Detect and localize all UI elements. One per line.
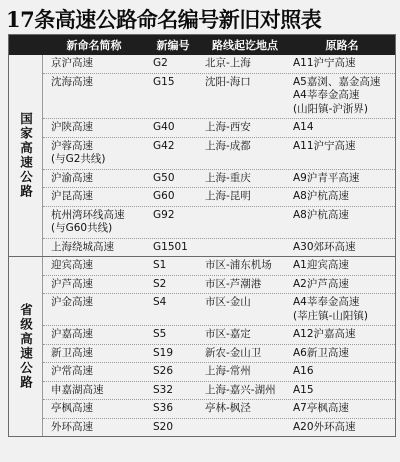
road-new-name: 迎宾高速 [51, 259, 93, 271]
road-old-name: A6新卫高速 [293, 346, 349, 359]
road-code: G2 [153, 57, 168, 69]
group-rows [43, 55, 395, 256]
table-row [43, 239, 395, 257]
table-row [43, 74, 395, 120]
road-old-name: A12沪嘉高速 [293, 328, 356, 340]
table-row [43, 363, 395, 382]
table-row [43, 326, 395, 345]
header-cell: 路线起讫地点 [212, 39, 278, 52]
road-old-name: A30郊环高速 [293, 240, 356, 253]
group-rows [43, 257, 395, 436]
group-label-text: 省级高速公路 [18, 303, 34, 390]
road-new-name: 沪蓉高速 (与G2共线) [51, 139, 106, 165]
header-cell [9, 35, 43, 55]
road-group [9, 55, 395, 257]
road-old-name: A20外环高速 [293, 420, 356, 433]
comparison-table [8, 34, 396, 437]
road-new-name: 沪昆高速 [51, 190, 93, 202]
road-new-name: 杭州湾环线高速 (与G60共线) [51, 208, 125, 234]
road-route: 上海-嘉兴-湖州 [205, 383, 276, 396]
header-cell: 新命名简称 [66, 39, 122, 52]
road-code: S5 [153, 328, 167, 340]
road-route: 上海-西安 [205, 121, 251, 133]
road-code: G92 [153, 208, 175, 221]
table-row [43, 138, 395, 170]
road-old-name: A11沪宁高速 [293, 139, 356, 152]
table-row [43, 382, 395, 401]
header-cell: 新编号 [156, 39, 190, 52]
road-old-name: A7亭枫高速 [293, 402, 349, 414]
road-new-name: 京沪高速 [51, 57, 93, 69]
road-code: S1 [153, 259, 167, 271]
road-route: 北京-上海 [205, 57, 251, 69]
table-header [9, 35, 395, 55]
table-row [43, 294, 395, 326]
road-new-name: 沪陕高速 [51, 121, 93, 133]
road-code: G40 [153, 121, 175, 133]
road-old-name: A8沪杭高速 [293, 190, 349, 202]
road-new-name: 申嘉湖高速 [51, 383, 104, 396]
road-route: 上海-成都 [205, 139, 251, 152]
road-old-name: A8沪杭高速 [293, 208, 349, 221]
road-route: 上海-重庆 [205, 171, 251, 184]
road-old-name: A2沪芦高速 [293, 277, 349, 290]
road-code: S4 [153, 296, 167, 308]
road-route: 亭林-枫泾 [205, 402, 251, 414]
page-title: 17条高速公路命名编号新旧对照表 [6, 7, 322, 32]
road-route: 上海-常州 [205, 365, 251, 377]
road-old-name: A1迎宾高速 [293, 259, 349, 271]
road-old-name: A9沪青平高速 [293, 171, 360, 184]
table-row [43, 119, 395, 138]
table-row [43, 257, 395, 276]
road-code: S32 [153, 383, 174, 396]
road-route: 沈阳-海口 [205, 75, 251, 88]
road-new-name: 沪渝高速 [51, 171, 93, 184]
road-old-name: A15 [293, 383, 314, 396]
road-code: S19 [153, 346, 174, 359]
road-new-name: 沈海高速 [51, 75, 93, 88]
road-route: 上海-昆明 [205, 190, 251, 202]
road-old-name: A14 [293, 121, 314, 133]
group-label [9, 55, 43, 256]
group-label-text: 国家高速公路 [18, 112, 34, 199]
header-cell: 原路名 [325, 39, 359, 52]
road-route: 市区-嘉定 [205, 328, 251, 340]
road-new-name: 沪芦高速 [51, 277, 93, 290]
road-code: S20 [153, 420, 174, 433]
road-route [201, 239, 289, 257]
road-code: S26 [153, 365, 174, 377]
road-code: G42 [153, 139, 175, 152]
table-row [43, 276, 395, 295]
road-new-name: 亭枫高速 [51, 402, 93, 414]
table-row [43, 188, 395, 207]
road-code: S36 [153, 402, 174, 414]
road-group [9, 257, 395, 436]
road-code: G60 [153, 190, 175, 202]
table-row [43, 419, 395, 437]
road-new-name: 新卫高速 [51, 346, 93, 359]
road-route: 市区-金山 [205, 296, 251, 308]
table-row [43, 207, 395, 239]
road-old-name: A16 [293, 365, 314, 377]
road-code: S2 [153, 277, 167, 290]
road-route [201, 419, 289, 437]
road-code: G15 [153, 75, 175, 88]
road-route: 市区-芦潮港 [205, 277, 262, 290]
table-row [43, 170, 395, 189]
group-label [9, 257, 43, 436]
road-new-name: 上海绕城高速 [51, 240, 114, 253]
road-new-name: 外环高速 [51, 420, 93, 433]
table-row [43, 55, 395, 74]
road-route: 新农-金山卫 [205, 346, 262, 359]
road-new-name: 沪金高速 [51, 296, 93, 308]
road-old-name: A4莘奉金高速 (莘庄镇-山阳镇) [293, 296, 368, 322]
road-route [201, 207, 289, 238]
table-row [43, 400, 395, 419]
road-code: G50 [153, 171, 175, 184]
road-route: 市区-浦东机场 [205, 259, 272, 271]
road-new-name: 沪嘉高速 [51, 328, 93, 340]
road-code: G1501 [153, 240, 188, 253]
road-new-name: 沪常高速 [51, 365, 93, 377]
road-old-name: A11沪宁高速 [293, 57, 356, 69]
road-old-name: A5嘉浏、嘉金高速 A4莘奉金高速 (山阳镇-沪浙界) [293, 75, 381, 115]
table-body [9, 55, 395, 436]
table-row [43, 345, 395, 364]
